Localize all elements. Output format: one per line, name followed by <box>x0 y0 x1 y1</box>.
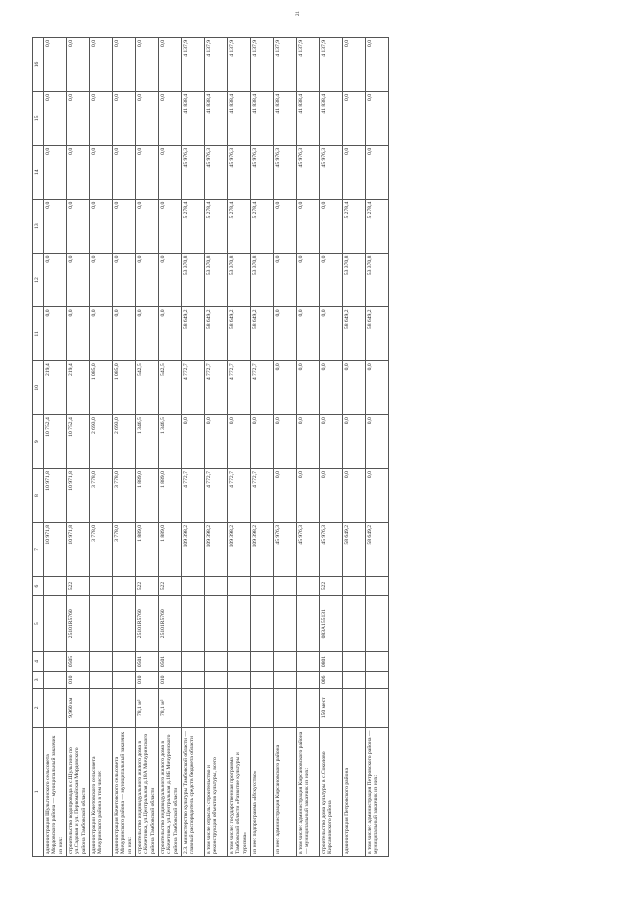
table-cell <box>205 688 228 727</box>
table-cell: 0,0 <box>159 253 182 307</box>
row-description: из нее: администрация Кирсановского района <box>274 727 297 856</box>
table-cell: 0,0 <box>67 307 90 361</box>
table-cell: 58 649,2 <box>182 307 205 361</box>
column-header: 5 <box>33 596 44 652</box>
table-cell: 5 278,4 <box>205 199 228 253</box>
table-cell: 0,0 <box>90 91 113 145</box>
table-cell: 0,0 <box>44 199 67 253</box>
table-cell: 0,0 <box>113 199 136 253</box>
table-cell: 0,0 <box>297 199 320 253</box>
table-row <box>67 38 90 857</box>
table-cell: 0,0 <box>67 91 90 145</box>
row-description: строительство водопровода в с.Шульгино по ул.Садовая и ул. Первомайская Мордовского района Тамбовской области <box>67 727 90 856</box>
table-cell: 53 370,8 <box>205 253 228 307</box>
column-header: 8 <box>33 469 44 523</box>
table-cell: 5 278,4 <box>366 199 389 253</box>
table-cell <box>228 688 251 727</box>
row-description: строительство индивидуального жилого дома в с.Кочетовка, ул.Центральная д.18А Мичуринского района Тамбовской области <box>136 727 159 856</box>
table-cell: 10 752,4 <box>67 415 90 469</box>
table-cell: 0,0 <box>366 91 389 145</box>
table-cell: 0,0 <box>274 415 297 469</box>
table-cell: 41 838,4 <box>205 91 228 145</box>
table-cell: 0,0 <box>274 253 297 307</box>
table-cell: 53 370,8 <box>343 253 366 307</box>
table-cell: 5 278,4 <box>228 199 251 253</box>
column-header: 7 <box>33 522 44 576</box>
column-header: 13 <box>33 199 44 253</box>
table-cell <box>366 688 389 727</box>
table-cell: 0,0 <box>44 38 67 92</box>
table-cell: 0,0 <box>297 361 320 415</box>
table-cell: 0,0 <box>274 199 297 253</box>
table-cell <box>113 576 136 595</box>
table-cell: 0,0 <box>44 253 67 307</box>
table-cell: 10 971,8 <box>44 522 67 576</box>
table-cell: 522 <box>159 576 182 595</box>
table-cell <box>113 652 136 671</box>
table-cell: 0,0 <box>136 199 159 253</box>
row-description: администрации Кочетовского сельсовета Мичуринского района в том числе: <box>90 727 113 856</box>
table-row <box>113 38 136 857</box>
table-cell <box>182 688 205 727</box>
table-row <box>205 38 228 857</box>
row-description: администрация Петровского района <box>343 727 366 856</box>
table-cell <box>182 671 205 688</box>
table-cell <box>366 596 389 652</box>
table-cell: 1 889,0 <box>159 469 182 523</box>
table-cell: 1 346,5 <box>159 415 182 469</box>
table-cell: 0,0 <box>90 145 113 199</box>
table-cell <box>251 688 274 727</box>
table-cell: 58 649,2 <box>343 307 366 361</box>
table-cell: 0,0 <box>113 38 136 92</box>
table-cell <box>228 596 251 652</box>
table-cell: 0,0 <box>366 361 389 415</box>
table-cell: 0,0 <box>159 199 182 253</box>
table-row <box>182 38 205 857</box>
table-cell <box>205 652 228 671</box>
table-cell: 5 278,4 <box>251 199 274 253</box>
table-cell <box>297 652 320 671</box>
table-cell <box>182 652 205 671</box>
table-cell: 0,0 <box>343 145 366 199</box>
table-cell: 083A155131 <box>320 596 343 652</box>
table-cell: 109 398,2 <box>205 522 228 576</box>
table-cell: 45 976,3 <box>320 145 343 199</box>
table-cell <box>297 688 320 727</box>
table-body <box>44 38 389 857</box>
table-cell: 219,4 <box>67 361 90 415</box>
table-cell: 5 278,4 <box>182 199 205 253</box>
table-row <box>159 38 182 857</box>
table-cell: 4 772,7 <box>228 361 251 415</box>
table-cell: 0,0 <box>90 199 113 253</box>
table-cell: 1 889,0 <box>136 522 159 576</box>
table-row <box>366 38 389 857</box>
table-cell: 25101R5760 <box>67 596 90 652</box>
table-cell: 45 976,3 <box>182 145 205 199</box>
table-cell: 010 <box>67 671 90 688</box>
table-cell: 0,0 <box>320 469 343 523</box>
table-cell: 0,0 <box>274 469 297 523</box>
table-cell: 45 976,3 <box>205 145 228 199</box>
table-cell: 3 778,0 <box>113 469 136 523</box>
table-cell: 0,0 <box>159 145 182 199</box>
column-header: 4 <box>33 652 44 671</box>
table-row <box>251 38 274 857</box>
table-cell: 109 398,2 <box>182 522 205 576</box>
table-cell: 41 838,4 <box>182 91 205 145</box>
table-cell: 0,0 <box>343 469 366 523</box>
table-cell <box>205 671 228 688</box>
table-cell: 58 649,2 <box>343 522 366 576</box>
table-cell: 0801 <box>320 652 343 671</box>
table-cell <box>251 596 274 652</box>
table-cell <box>44 688 67 727</box>
table-cell: 219,4 <box>44 361 67 415</box>
table-cell: 0,0 <box>274 361 297 415</box>
table-cell: 53 370,8 <box>366 253 389 307</box>
table-cell <box>297 596 320 652</box>
table-cell: 0,0 <box>297 253 320 307</box>
table-cell: 78,1 м² <box>159 688 182 727</box>
table-cell: 0,0 <box>113 91 136 145</box>
table-cell <box>113 596 136 652</box>
table-cell: 0,0 <box>113 253 136 307</box>
column-header: 2 <box>33 688 44 727</box>
table-cell <box>205 576 228 595</box>
table-cell <box>366 671 389 688</box>
table-cell: 0,0 <box>44 145 67 199</box>
table-cell: 10 752,4 <box>44 415 67 469</box>
table-cell: 0,0 <box>343 415 366 469</box>
table-cell: 25101R5760 <box>136 596 159 652</box>
page-number: 21 <box>296 11 301 16</box>
table-cell: 4 137,9 <box>274 38 297 92</box>
table-cell: 4 772,7 <box>228 469 251 523</box>
table-cell: 0,0 <box>366 415 389 469</box>
table-cell: 0,0 <box>44 91 67 145</box>
table-cell: 0,0 <box>343 38 366 92</box>
column-header: 16 <box>33 38 44 92</box>
table-cell: 58 649,2 <box>205 307 228 361</box>
table-cell <box>44 596 67 652</box>
table-cell: 25101R5760 <box>159 596 182 652</box>
table-cell <box>90 576 113 595</box>
table-cell <box>343 671 366 688</box>
table-cell: 0,0 <box>343 361 366 415</box>
table-cell: 522 <box>67 576 90 595</box>
table-cell: 10 971,8 <box>67 522 90 576</box>
table-cell: 4 137,9 <box>297 38 320 92</box>
table-cell: 522 <box>136 576 159 595</box>
table-cell: 41 838,4 <box>320 91 343 145</box>
table-cell: 41 838,4 <box>274 91 297 145</box>
table-cell: 0501 <box>136 652 159 671</box>
table-cell: 542,5 <box>159 361 182 415</box>
table-row <box>343 38 366 857</box>
table-row <box>44 38 67 857</box>
table-cell: 4 137,9 <box>228 38 251 92</box>
table-cell: 4 137,9 <box>251 38 274 92</box>
table-cell: 0,0 <box>228 415 251 469</box>
table-cell: 0,0 <box>67 199 90 253</box>
row-description: из нее: подпрограмма «Искусство» <box>251 727 274 856</box>
table-cell: 0,0 <box>297 415 320 469</box>
table-cell <box>228 576 251 595</box>
budget-table <box>32 37 389 857</box>
table-cell: 0,0 <box>90 38 113 92</box>
table-cell <box>44 576 67 595</box>
table-cell: 1 085,0 <box>90 361 113 415</box>
table-cell <box>251 652 274 671</box>
table-cell: 0,0 <box>366 469 389 523</box>
table-cell <box>90 596 113 652</box>
table-cell: 53 370,8 <box>251 253 274 307</box>
table-cell <box>44 671 67 688</box>
table-cell <box>90 671 113 688</box>
column-header: 3 <box>33 671 44 688</box>
table-cell: 0,0 <box>113 307 136 361</box>
table-cell: 0,0 <box>67 253 90 307</box>
table-cell <box>343 688 366 727</box>
table-cell: 10 971,8 <box>67 469 90 523</box>
table-cell: 4 772,7 <box>205 469 228 523</box>
table-cell <box>182 576 205 595</box>
table-cell <box>113 671 136 688</box>
table-cell: 0,0 <box>320 415 343 469</box>
table-cell: 0,0 <box>136 145 159 199</box>
table-cell: 45 976,3 <box>228 145 251 199</box>
table-cell: 4 772,7 <box>182 469 205 523</box>
row-description: в том числе: администрация Петровского района — муниципальный заказчик из них: <box>366 727 389 856</box>
table-cell: 53 370,8 <box>228 253 251 307</box>
table-cell: 0,0 <box>343 91 366 145</box>
table-row <box>228 38 251 857</box>
table-cell: 45 976,3 <box>297 145 320 199</box>
table-cell: 0,0 <box>182 415 205 469</box>
table-row <box>297 38 320 857</box>
table-cell: 4 772,7 <box>182 361 205 415</box>
table-cell: 58 649,2 <box>366 307 389 361</box>
table-cell: 0,0 <box>136 253 159 307</box>
table-cell: 0,0 <box>159 91 182 145</box>
table-cell: 0,0 <box>320 199 343 253</box>
table-cell: 0,0 <box>136 38 159 92</box>
table-cell: 3 778,0 <box>90 469 113 523</box>
table-cell: 41 838,4 <box>251 91 274 145</box>
row-description: в том числе: администрация Кирсановского района — муниципальный заказчик из них: <box>297 727 320 856</box>
row-description: администрация Шульгинского сельсовета Мордовского района — муниципальный заказчик из них: <box>44 727 67 856</box>
table-cell: 0,0 <box>90 253 113 307</box>
table-cell <box>366 576 389 595</box>
column-header: 10 <box>33 361 44 415</box>
table-cell: 9,960 км <box>67 688 90 727</box>
table-cell: 010 <box>159 671 182 688</box>
table-cell: 109 398,2 <box>228 522 251 576</box>
table-cell: 58 649,2 <box>228 307 251 361</box>
table-cell <box>228 652 251 671</box>
table-cell: 0,0 <box>320 253 343 307</box>
table-cell: 53 370,8 <box>182 253 205 307</box>
column-header: 15 <box>33 91 44 145</box>
table-cell: 522 <box>320 576 343 595</box>
table-cell: 2 693,0 <box>90 415 113 469</box>
column-header: 12 <box>33 253 44 307</box>
table-cell: 4 772,7 <box>251 361 274 415</box>
table-cell <box>343 576 366 595</box>
table-cell: 0,0 <box>320 307 343 361</box>
table-cell: 3 778,0 <box>113 522 136 576</box>
table-cell <box>274 596 297 652</box>
table-row <box>90 38 113 857</box>
table-cell: 010 <box>136 671 159 688</box>
table-cell <box>251 576 274 595</box>
table-cell: 1 085,0 <box>113 361 136 415</box>
table-cell <box>274 671 297 688</box>
table-cell: 0,0 <box>297 307 320 361</box>
table-cell: 0,0 <box>136 91 159 145</box>
row-description: в том числе отрасль: строительство и реконструкция объектов культуры, всего <box>205 727 228 856</box>
table-cell: 3 778,0 <box>90 522 113 576</box>
table-cell: 4 137,9 <box>320 38 343 92</box>
table-cell: 78,1 м² <box>136 688 159 727</box>
table-cell: 5 278,4 <box>343 199 366 253</box>
table-cell <box>274 576 297 595</box>
table-cell: 0,0 <box>274 307 297 361</box>
table-cell: 542,5 <box>136 361 159 415</box>
table-cell: 006 <box>320 671 343 688</box>
table-cell: 0,0 <box>67 38 90 92</box>
table-cell: 45 976,3 <box>297 522 320 576</box>
row-description: строительство индивидуального жилого дома в с.Кочетовка, ул.Центральная д.18Б Мичуринского района Тамбовской области <box>159 727 182 856</box>
table-cell <box>113 688 136 727</box>
rotated-table-container <box>32 37 592 857</box>
table-cell: 0,0 <box>44 307 67 361</box>
table-cell: 0,0 <box>366 145 389 199</box>
table-cell <box>90 688 113 727</box>
table-cell: 0,0 <box>251 415 274 469</box>
table-cell: 2 693,0 <box>113 415 136 469</box>
table-cell: 150 мест <box>320 688 343 727</box>
column-header: 9 <box>33 415 44 469</box>
table-cell: 41 838,4 <box>228 91 251 145</box>
table-cell <box>228 671 251 688</box>
table-cell: 109 398,2 <box>251 522 274 576</box>
table-cell: 0501 <box>159 652 182 671</box>
table-cell: 45 976,3 <box>274 522 297 576</box>
table-cell: 4 772,7 <box>205 361 228 415</box>
table-cell: 10 971,8 <box>44 469 67 523</box>
table-cell: 58 649,2 <box>251 307 274 361</box>
table-cell <box>366 652 389 671</box>
column-header: 14 <box>33 145 44 199</box>
table-cell <box>297 576 320 595</box>
table-cell <box>182 596 205 652</box>
table-cell <box>343 596 366 652</box>
row-description: 2.3. министерство культуры Тамбовской области — главный распорядитель средств бюджета области <box>182 727 205 856</box>
column-header: 1 <box>33 727 44 856</box>
table-cell: 0,0 <box>67 145 90 199</box>
table-cell: 45 976,3 <box>320 522 343 576</box>
table-cell: 0,0 <box>297 469 320 523</box>
table-cell: 45 976,3 <box>274 145 297 199</box>
column-header: 6 <box>33 576 44 595</box>
table-cell: 0,0 <box>136 307 159 361</box>
table-cell <box>251 671 274 688</box>
table-cell: 0,0 <box>90 307 113 361</box>
table-row <box>136 38 159 857</box>
table-cell: 1 889,0 <box>136 469 159 523</box>
table-cell: 58 649,2 <box>366 522 389 576</box>
table-cell: 4 137,9 <box>205 38 228 92</box>
table-cell <box>274 652 297 671</box>
table-cell: 0505 <box>67 652 90 671</box>
table-cell: 45 976,3 <box>251 145 274 199</box>
table-cell <box>343 652 366 671</box>
row-description: администрация Кочетовского сельсовета Мичуринского района — муниципальный заказчик из них: <box>113 727 136 856</box>
table-cell <box>205 596 228 652</box>
row-description: в том числе: государственная программа Тамбовской области «Развитие культуры и туризма» <box>228 727 251 856</box>
table-cell <box>44 652 67 671</box>
table-cell: 0,0 <box>159 307 182 361</box>
table-cell: 0,0 <box>366 38 389 92</box>
table-cell: 0,0 <box>320 361 343 415</box>
table-row <box>320 38 343 857</box>
table-cell: 1 889,0 <box>159 522 182 576</box>
row-description: строительство дома культуры в с.Соколово Кирсановского района <box>320 727 343 856</box>
table-cell: 0,0 <box>113 145 136 199</box>
table-cell <box>274 688 297 727</box>
table-cell <box>297 671 320 688</box>
table-cell: 4 772,7 <box>251 469 274 523</box>
column-number-row <box>33 38 44 857</box>
table-cell: 4 137,9 <box>182 38 205 92</box>
table-cell: 0,0 <box>159 38 182 92</box>
table-row <box>274 38 297 857</box>
table-cell: 41 838,4 <box>297 91 320 145</box>
table-cell: 0,0 <box>205 415 228 469</box>
table-cell <box>90 652 113 671</box>
table-cell: 1 346,5 <box>136 415 159 469</box>
column-header: 11 <box>33 307 44 361</box>
